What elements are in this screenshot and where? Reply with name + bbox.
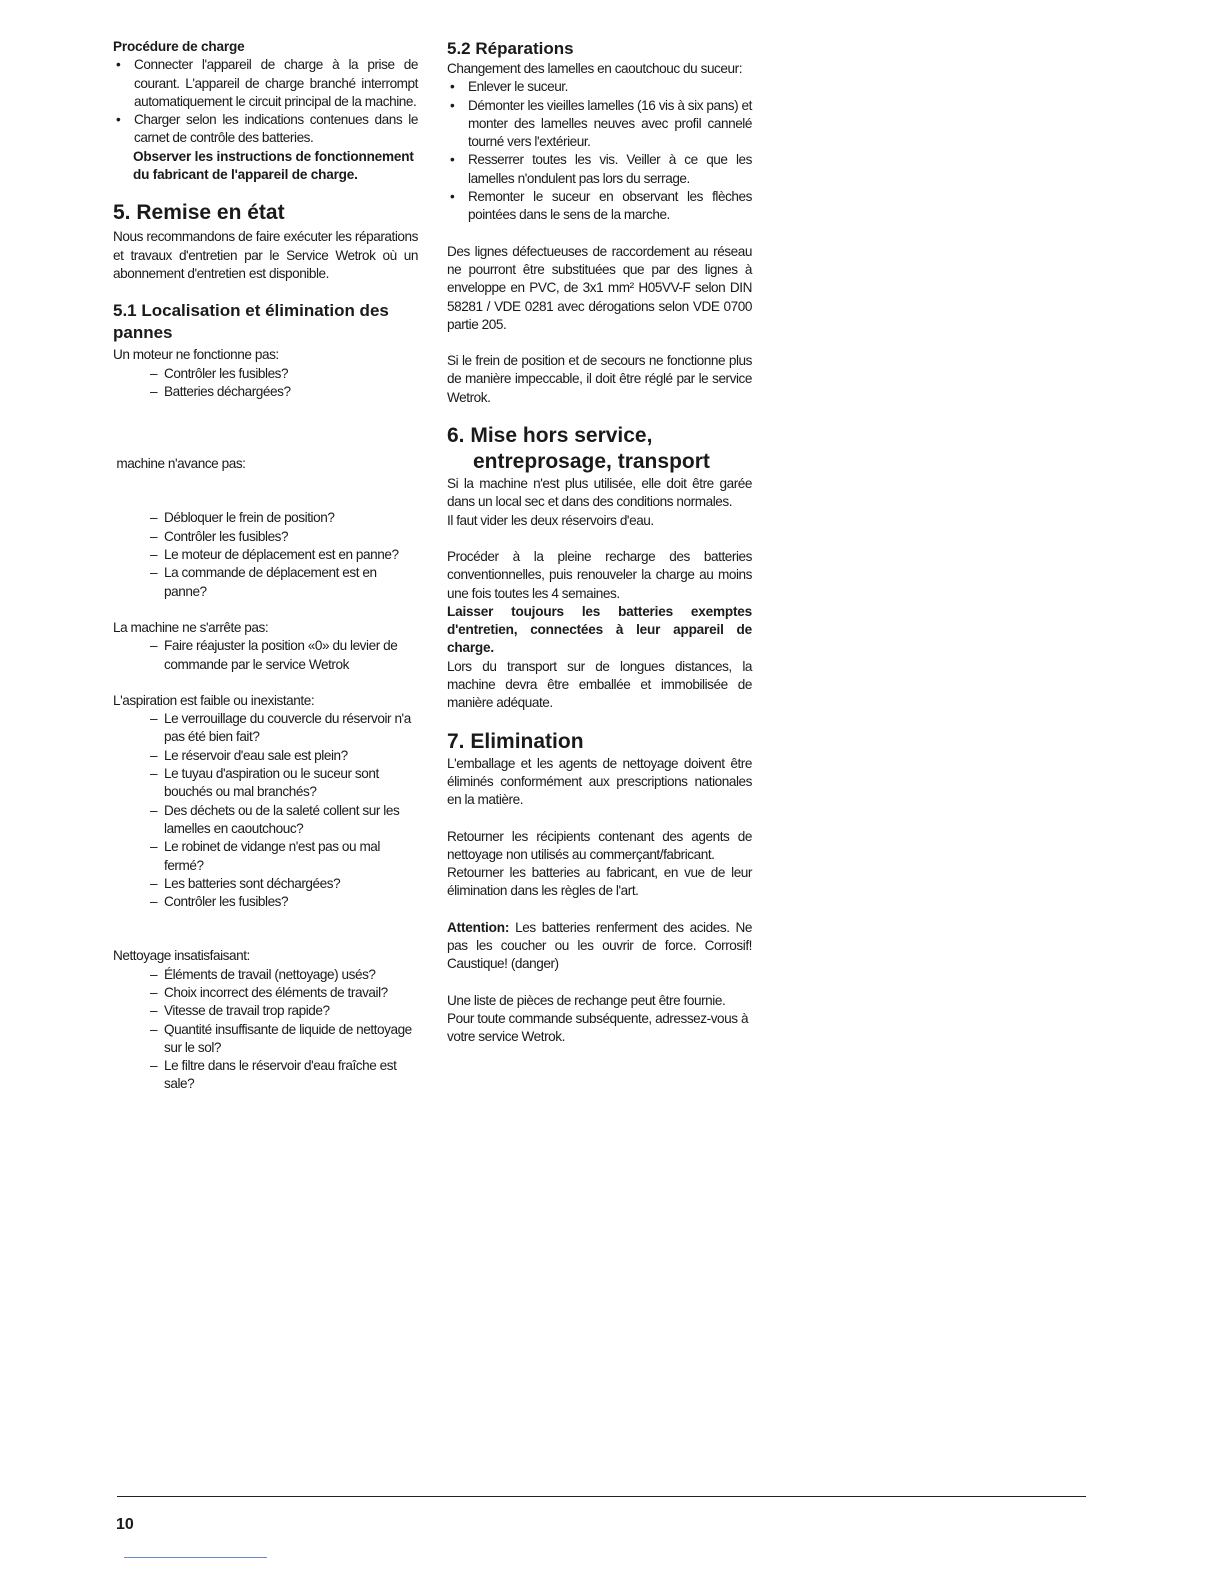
list-item: – Le robinet de vidange n'est pas ou mal fermé? — [150, 838, 418, 875]
list-item: – Le filtre dans le réservoir d'eau fraîche est sale? — [150, 1057, 418, 1094]
charge-procedure-title: Procédure de charge — [113, 39, 245, 54]
list-item: – Le moteur de déplacement est en panne? — [150, 546, 418, 564]
section-7-p4: Une liste de pièces de rechange peut être fournie. — [447, 992, 726, 1008]
troubleshoot-group — [113, 346, 418, 401]
list-item: – Faire réajuster la position «0» du levier de commande par le service Wetrok — [150, 637, 418, 674]
list-item: – La commande de déplacement est en panne? — [150, 564, 418, 601]
list-item: • Démonter les vieilles lamelles (16 vis à six pans) et monter des lamelles neuves avec profil cannelé tourné vers l'extérieur. — [447, 97, 752, 152]
section-7-p5: Pour toute commande subséquente, adressez-vous à votre service Wetrok. — [447, 1010, 749, 1045]
section-7-title: 7. Elimination — [447, 729, 584, 753]
list-item: – Des déchets ou de la saleté collent sur les lamelles en caoutchouc? — [150, 802, 418, 839]
list-item: – Contrôler les fusibles? — [150, 528, 418, 546]
troubleshoot-group — [113, 692, 418, 912]
troubleshoot-group — [113, 619, 418, 674]
section-6-p2: Il faut vider les deux réservoirs d'eau. — [447, 512, 654, 528]
group-title: Nettoyage insatisfaisant: — [113, 948, 250, 964]
attention-text: Les batteries renferment des acides. Ne pas les coucher ou les ouvrir de force. Corrosif! Caustique! (danger) — [447, 919, 752, 972]
section-6-p4: Lors du transport sur de longues distances, la machine devra être emballée et immobilisée de manière adéquate. — [447, 658, 752, 711]
section-5-2-title: 5.2 Réparations — [447, 39, 574, 58]
list-item: • Remonter le suceur en observant les flèches pointées dans le sens de la marche. — [447, 188, 752, 225]
bottom-decorative-line — [124, 1557, 267, 1558]
list-item: – Choix incorrect des éléments de travail? — [150, 984, 418, 1002]
list-item: – Contrôler les fusibles? — [150, 893, 418, 911]
list-item: • Charger selon les indications contenues dans le carnet de contrôle des batteries. — [113, 111, 418, 148]
left-column — [113, 38, 418, 1094]
group-title: La machine ne s'arrête pas: — [113, 619, 269, 635]
list-item: – Les batteries sont déchargées? — [150, 875, 418, 893]
group-title: Un moteur ne fonctionne pas: — [113, 347, 279, 363]
list-item: • Resserrer toutes les vis. Veiller à ce que les lamelles n'ondulent pas lors du serrage. — [447, 151, 752, 188]
list-item: – Le tuyau d'aspiration ou le suceur sont bouchés ou mal branchés? — [150, 765, 418, 802]
charge-warning: Observer les instructions de fonctionnement du fabricant de l'appareil de charge. — [133, 148, 414, 183]
repair-steps-list — [447, 78, 752, 224]
section-6-p1: Si la machine n'est plus utilisée, elle doit être garée dans un local sec et dans des conditions normales. — [447, 476, 752, 510]
footer-divider — [117, 1496, 1086, 1497]
page-number: 10 — [116, 1516, 134, 1533]
section-6-warning: Laisser toujours les batteries exemptes d'entretien, connectées à leur appareil de charge. — [447, 603, 752, 656]
group-title: L'aspiration est faible ou inexistante: — [113, 692, 315, 708]
section-7-p2: Retourner les récipients contenant des agents de nettoyage non utilisés au commerçant/fabricant. — [447, 828, 752, 862]
list-item: – Le verrouillage du couvercle du réservoir n'a pas été bien fait? — [150, 710, 418, 747]
list-item: • Enlever le suceur. — [447, 78, 752, 96]
attention-label: Attention: — [447, 919, 510, 935]
section-5-text: Nous recommandons de faire exécuter les réparations et travaux d'entretien par le Service Wetrok où un abonnement d'entretien est disponible. — [113, 229, 418, 281]
list-item: • Connecter l'appareil de charge à la prise de courant. L'appareil de charge branché interrompt automatiquement le circuit principal de la machine. — [113, 56, 418, 111]
troubleshoot-group — [113, 947, 418, 1093]
attention-note — [447, 919, 752, 974]
list-item: – Débloquer le frein de position? — [150, 509, 418, 527]
list-item: – Batteries déchargées? — [150, 383, 418, 401]
right-column — [447, 38, 752, 1046]
section-6-title-line2: entreprosage, transport — [473, 450, 710, 474]
list-item: – Contrôler les fusibles? — [150, 365, 418, 383]
troubleshoot-group — [113, 419, 418, 509]
list-item: – Le réservoir d'eau sale est plein? — [150, 747, 418, 765]
section-6-title-line1: 6. Mise hors service, — [447, 424, 653, 448]
list-item: – Vitesse de travail trop rapide? — [150, 1002, 418, 1020]
power-cable-note: Des lignes défectueuses de raccordement au réseau ne pourront être substituées que par des lignes à enveloppe en PVC, de 3x1 mm² H05VV-F selon DIN 58281 / VDE 0281 avec dérogations selon VDE 0700 partie 205. — [447, 243, 752, 332]
section-5-1-title: 5.1 Localisation et élimination des pannes — [113, 301, 389, 343]
list-item: – Éléments de travail (nettoyage) usés? — [150, 966, 418, 984]
section-6-p3: Procéder à la pleine recharge des batteries conventionnelles, puis renouveler la charge au moins une fois toutes les 4 semaines. — [447, 548, 752, 601]
brake-note: Si le frein de position et de secours ne fonctionne plus de manière impeccable, il doit être réglé par le service Wetrok. — [447, 353, 752, 405]
section-7-p1: L'emballage et les agents de nettoyage doivent être éliminés conformément aux prescriptions nationales en la matière. — [447, 755, 752, 808]
section-5-title: 5. Remise en état — [113, 201, 285, 225]
section-5-2-intro: Changement des lamelles en caoutchouc du suceur: — [447, 61, 743, 76]
group-title: machine n'avance pas: — [113, 456, 246, 472]
section-7-p3: Retourner les batteries au fabricant, en vue de leur élimination dans les règles de l'art. — [447, 865, 752, 899]
list-item: – Quantité insuffisante de liquide de nettoyage sur le sol? — [150, 1021, 418, 1058]
charge-procedure-list — [113, 56, 418, 147]
